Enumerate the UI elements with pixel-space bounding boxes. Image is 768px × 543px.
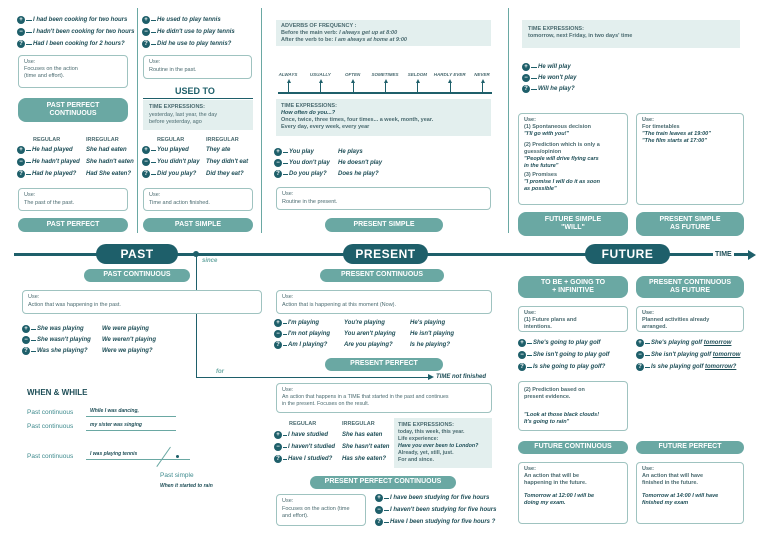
divider-2 [261, 8, 262, 233]
irregular-negative: She hasn't eaten [342, 444, 390, 450]
use-example: Tomorrow at 14:00 I will have finished my exam [642, 493, 719, 506]
negative-sentence: I haven't been studying for five hours [390, 507, 497, 513]
arrow-icon [531, 67, 537, 68]
frequency-scale-arrow [417, 82, 418, 92]
time-expressions-text: yesterday, last year, the day before yesterday, ago [149, 112, 218, 125]
past-perfect-continuous-header: PAST PERFECT CONTINUOUS [18, 98, 128, 122]
regular-negative: He hadn't played [32, 159, 80, 165]
frequency-scale-arrow [385, 82, 386, 92]
timeline-arrowhead [748, 250, 756, 260]
frequency-scale-label: ALWAYS [278, 72, 298, 77]
negative-sentence: She isn't going to play golf [533, 352, 610, 358]
use-text: Focuses on the action (time and effort). [24, 66, 78, 79]
arrow-icon [26, 32, 32, 33]
arrow-icon [645, 355, 650, 356]
plus-icon: + [274, 431, 282, 439]
use-box [518, 306, 628, 332]
future-continuous-header: FUTURE CONTINUOUS [518, 441, 628, 454]
arrow-icon [645, 343, 650, 344]
time-expressions-box [276, 99, 491, 136]
frequency-scale-label: NEVER [474, 72, 490, 77]
frequency-scale-label: HARDLY EVER [433, 72, 466, 77]
use-label: Use: [149, 192, 161, 198]
time-expressions-text: Once, twice, three times, four times... a week, month, year. Every day, every week, every year [281, 117, 434, 130]
irregular-affirmative: They ate [206, 147, 231, 153]
arrow-icon [645, 367, 650, 368]
plus-icon: + [274, 319, 282, 327]
frequency-scale-arrow [450, 82, 451, 92]
use-box [143, 188, 253, 211]
present-label: PRESENT [343, 244, 428, 264]
going-to-header: TO BE + GOING TO + INFINITIVE [518, 276, 628, 298]
affirmative-sentence: He used to play tennis [157, 17, 221, 23]
time-expressions-example: Have you ever been to London? [398, 443, 479, 449]
arrow-icon [283, 447, 287, 448]
plus-icon: + [274, 148, 282, 156]
question-icon: ? [375, 518, 383, 526]
arrow-icon [283, 334, 287, 335]
col2-affirmative: We were playing [102, 326, 149, 332]
irregular-affirmative: She has eaten [342, 432, 383, 438]
frequency-axis [278, 92, 492, 94]
use-label: Use: [524, 117, 536, 123]
use-2-box [518, 381, 628, 431]
use-text: An action that happens in a TIME that started in the past and continues in the present. Focuses on the result. [282, 394, 449, 407]
irregular-negative: She hadn't eaten [86, 159, 134, 165]
minus-icon: − [17, 158, 25, 166]
arrow-icon [151, 44, 156, 45]
use-box [636, 113, 744, 205]
col2-question: Are you playing? [344, 342, 393, 348]
negative-sentence: She isn't playing golf tomorrow [651, 352, 741, 358]
frequency-scale-label: SOMETIMES [371, 72, 399, 77]
col1-negative: I'm not playing [288, 331, 331, 337]
negative-sentence: I hadn't been cooking for two hours [33, 29, 135, 35]
arrow-icon [26, 174, 31, 175]
arrow-icon [531, 78, 537, 79]
question-sentence: Did he use to play tennis? [157, 41, 232, 47]
question-icon: ? [274, 170, 282, 178]
while-line-2 [86, 430, 176, 431]
while-example-2: my sister was singing [90, 422, 142, 428]
frequency-box [276, 20, 491, 46]
use-box [518, 462, 628, 524]
regular-question: Had he played? [32, 171, 77, 177]
use-3-example: "I promise I will do it as soon as possible" [524, 179, 600, 192]
arrow-icon [283, 345, 287, 346]
when-example-2: When it started to rain [160, 483, 213, 489]
past-simple-label: Past simple [160, 472, 194, 479]
past-simple-header: PAST SIMPLE [143, 218, 253, 232]
use-box [276, 383, 492, 413]
present-perfect-continuous-header: PRESENT PERFECT CONTINUOUS [310, 476, 456, 489]
minus-icon: − [375, 506, 383, 514]
minus-icon: − [274, 330, 282, 338]
question-icon: ? [17, 40, 25, 48]
frequency-scale-arrowhead [416, 79, 420, 83]
when-interrupt-dot [176, 455, 179, 458]
question-sentence: Is she playing golf tomorrow? [651, 364, 737, 370]
arrow-icon [26, 162, 31, 163]
use-label: Use: [282, 191, 294, 197]
col2-affirmative: You're playing [344, 320, 385, 326]
regular-label: REGULAR [289, 421, 317, 427]
question-icon: ? [274, 455, 282, 463]
question-icon: ? [274, 341, 282, 349]
frequency-scale-arrow [482, 82, 483, 92]
frequency-scale-label: OFTEN [345, 72, 361, 77]
frequency-scale-arrowhead [384, 79, 388, 83]
frequency-scale-label: USUALLY [309, 72, 331, 77]
question-icon: ? [522, 85, 530, 93]
minus-icon: − [274, 443, 282, 451]
frequency-line-1: Before the main verb: I always get up at 8:00 [281, 30, 398, 36]
col1-affirmative: You play [289, 149, 314, 155]
arrow-icon [527, 367, 532, 368]
col1-affirmative: She was playing [37, 326, 84, 332]
frequency-scale-arrow [320, 82, 321, 92]
col1-negative: She wasn't playing [37, 337, 91, 343]
present-continuous-future-header: PRESENT CONTINUOUS AS FUTURE [636, 276, 744, 298]
frequency-scale-arrow [353, 82, 354, 92]
time-expressions-label: TIME EXPRESSIONS: [281, 103, 337, 109]
arrow-icon [283, 163, 288, 164]
negative-sentence: He didn't use to play tennis [157, 29, 235, 35]
use-example: Tomorrow at 12:00 I will be doing my exam. [524, 493, 595, 506]
col2-question: Does he play? [338, 171, 379, 177]
use-text: Action that was happening in the past. [28, 302, 121, 308]
col3-question: Is he playing? [410, 342, 451, 348]
use-1-example: "I'll go with you!" [524, 131, 570, 137]
minus-icon: − [522, 74, 530, 82]
use-text: An action that will have finished in the future. [642, 473, 704, 486]
affirmative-sentence: He will play [538, 64, 571, 70]
col1-question: Am I playing? [288, 342, 328, 348]
minus-icon: − [142, 28, 150, 36]
use-label: Use: [282, 498, 294, 504]
arrow-icon [283, 152, 288, 153]
use-box [518, 113, 628, 205]
irregular-question: Has she eaten? [342, 456, 387, 462]
use-text: Planned activities already arranged. [642, 317, 710, 330]
use-box [276, 187, 491, 210]
time-expressions-text-1: today, this week, this year. Life experience: [398, 429, 465, 442]
affirmative-sentence: I had been cooking for two hours [33, 17, 128, 23]
use-1: (1) Spontaneous decision [524, 124, 591, 130]
time-not-finished-label: TIME not finished [436, 374, 486, 380]
col1-question: Do you play? [289, 171, 327, 177]
minus-icon: − [22, 336, 30, 344]
time-label: TIME [715, 251, 732, 258]
arrow-icon [283, 435, 287, 436]
time-expressions-box [143, 100, 253, 130]
col2-negative: You aren't playing [344, 331, 396, 337]
arrow-icon [531, 89, 537, 90]
use-label: Use: [642, 310, 654, 316]
negative-sentence: He won't play [538, 75, 577, 81]
frequency-line-2: After the verb to be: I am always at home at 9:00 [281, 37, 407, 43]
question-icon: ? [636, 363, 644, 371]
arrow-icon [527, 355, 532, 356]
use-text: For timetables [642, 124, 680, 130]
arrow-icon [26, 20, 32, 21]
regular-label: REGULAR [33, 137, 61, 143]
use-box [276, 290, 492, 314]
when-while-title: WHEN & WHILE [27, 388, 88, 397]
minus-icon: − [518, 351, 526, 359]
future-label: FUTURE [585, 244, 670, 264]
use-text: An action that will be happening in the future. [524, 473, 587, 486]
when-line-1 [86, 459, 190, 460]
use-2-example: "Look at those black clouds! It's going to rain" [524, 412, 600, 425]
question-sentence: Will he play? [538, 86, 575, 92]
use-text: The past of the past. [24, 200, 75, 206]
plus-icon: + [22, 325, 30, 333]
regular-label: REGULAR [157, 137, 185, 143]
minus-icon: − [17, 28, 25, 36]
question-sentence: Is she going to play golf? [533, 364, 606, 370]
col3-negative: He isn't playing [410, 331, 455, 337]
time-expressions-text: tomorrow, next Friday, in two days' time [528, 33, 633, 39]
col1-question: Was she playing? [37, 348, 88, 354]
affirmative-sentence: She's going to play golf [533, 340, 601, 346]
arrow-icon [31, 340, 36, 341]
regular-question: Did you play? [157, 171, 197, 177]
irregular-label: IRREGULAR [86, 137, 119, 143]
use-box [636, 306, 744, 332]
used-to-underline [143, 98, 253, 99]
past-continuous-label-1: Past continuous [27, 409, 74, 416]
past-continuous-label-3: Past continuous [27, 453, 74, 460]
use-label: Use: [24, 192, 36, 198]
time-expressions-label: TIME EXPRESSIONS: [398, 422, 454, 428]
use-label: Use: [642, 117, 654, 123]
present-simple-header: PRESENT SIMPLE [325, 218, 443, 232]
affirmative-sentence: She's playing golf tomorrow [651, 340, 732, 346]
col2-negative: He doesn't play [338, 160, 383, 166]
minus-icon: − [636, 351, 644, 359]
arrow-icon [26, 150, 31, 151]
time-expressions-box [394, 418, 492, 468]
use-text: Action that is happening at this moment (Now). [282, 302, 397, 308]
frequency-scale-arrowhead [287, 79, 291, 83]
irregular-label: IRREGULAR [206, 137, 239, 143]
time-expressions-label: TIME EXPRESSIONS: [528, 26, 584, 32]
arrow-icon [31, 351, 36, 352]
use-text: Routine in the past. [149, 67, 197, 73]
frequency-scale-arrow [288, 82, 289, 92]
when-example-1: I was playing tennis [90, 451, 138, 457]
use-2-text: (2) Prediction based on present evidence. [524, 387, 585, 400]
for-label: for [216, 369, 224, 375]
use-text: (1) Future plans and intentions. [524, 317, 577, 330]
future-perfect-header: FUTURE PERFECT [636, 441, 744, 454]
use-label: Use: [24, 59, 36, 65]
use-box [276, 494, 366, 526]
use-box [22, 290, 262, 314]
use-box [143, 55, 252, 79]
question-icon: ? [142, 40, 150, 48]
while-example-1: While I was dancing, [90, 408, 139, 414]
present-continuous-header: PRESENT CONTINUOUS [320, 269, 444, 282]
regular-affirmative: You played [157, 147, 189, 153]
use-label: Use: [282, 387, 294, 393]
irregular-question: Had She eaten? [86, 171, 132, 177]
minus-icon: − [142, 158, 150, 166]
present-simple-future-header: PRESENT SIMPLE AS FUTURE [636, 212, 744, 236]
for-line [196, 377, 428, 378]
irregular-negative: They didn't eat [206, 159, 249, 165]
arrow-icon [26, 44, 32, 45]
arrow-icon [151, 162, 156, 163]
when-interrupt-line [156, 447, 171, 467]
use-box [18, 188, 128, 211]
while-line-1 [86, 416, 176, 417]
irregular-label: IRREGULAR [342, 421, 375, 427]
arrow-icon [283, 323, 287, 324]
time-expressions-question: How often do you...? [281, 110, 336, 116]
plus-icon: + [518, 339, 526, 347]
col2-affirmative: He plays [338, 149, 363, 155]
frequency-scale-arrowhead [448, 79, 452, 83]
frequency-scale-arrowhead [481, 79, 485, 83]
frequency-scale-label: SELDOM [407, 72, 427, 77]
time-expressions-box [522, 20, 740, 48]
plus-icon: + [142, 16, 150, 24]
arrow-icon [283, 174, 288, 175]
future-simple-header: FUTURE SIMPLE "WILL" [518, 212, 628, 236]
regular-negative: You didn't play [157, 159, 200, 165]
present-perfect-header: PRESENT PERFECT [325, 358, 443, 371]
arrow-icon [384, 498, 389, 499]
arrow-icon [151, 20, 156, 21]
use-box [18, 55, 128, 88]
use-box [636, 462, 744, 524]
use-2: (2) Prediction which is only a guess/opinion [524, 142, 600, 155]
arrow-icon [283, 459, 287, 460]
use-example: "The train leaves at 19:00" "The film starts at 17:00" [642, 131, 711, 144]
regular-affirmative: He had played [32, 147, 73, 153]
irregular-question: Did they eat? [206, 171, 244, 177]
past-label: PAST [96, 244, 178, 264]
regular-negative: I haven't studied [288, 444, 336, 450]
used-to-header: USED TO [175, 86, 215, 96]
col2-negative: We weren't playing [102, 337, 156, 343]
plus-icon: + [142, 146, 150, 154]
past-perfect-header: PAST PERFECT [18, 218, 128, 232]
for-arrowhead [428, 374, 434, 380]
question-icon: ? [22, 347, 30, 355]
minus-icon: − [274, 159, 282, 167]
arrow-icon [151, 150, 156, 151]
question-sentence: Had I been cooking for 2 hours? [33, 41, 125, 47]
col2-question: Were we playing? [102, 348, 153, 354]
use-label: Use: [149, 59, 161, 65]
use-3: (3) Promises [524, 172, 558, 178]
arrow-icon [384, 510, 389, 511]
question-sentence: Have I been studying for five hours ? [390, 519, 496, 525]
use-2-example: "People will drive flying cars in the future" [524, 156, 599, 169]
use-label: Use: [524, 310, 536, 316]
irregular-affirmative: She had eaten [86, 147, 127, 153]
arrow-icon [527, 343, 532, 344]
affirmative-sentence: I have been studying for five hours [390, 495, 490, 501]
divider-1 [137, 8, 138, 233]
time-expressions-text-2: Already, yet, still, just. For and since. [398, 450, 454, 463]
question-icon: ? [142, 170, 150, 178]
divider-3 [508, 8, 509, 233]
regular-question: Have I studied? [288, 456, 333, 462]
use-text: Time and action finished. [149, 200, 210, 206]
past-continuous-label-2: Past continuous [27, 423, 74, 430]
question-icon: ? [17, 170, 25, 178]
frequency-title: ADVERBS OF FREQUENCY : [281, 23, 357, 29]
past-continuous-header: PAST CONTINUOUS [84, 269, 190, 282]
plus-icon: + [17, 146, 25, 154]
use-text: Focuses on the action (time and effort). [282, 506, 350, 519]
since-line [196, 256, 197, 378]
plus-icon: + [522, 63, 530, 71]
use-label: Use: [524, 466, 536, 472]
arrow-icon [384, 522, 389, 523]
question-icon: ? [518, 363, 526, 371]
frequency-scale-arrowhead [351, 79, 355, 83]
use-label: Use: [642, 466, 654, 472]
regular-affirmative: I have studied [288, 432, 329, 438]
use-label: Use: [282, 294, 294, 300]
col3-affirmative: He's playing [410, 320, 446, 326]
use-text: Routine in the present. [282, 199, 338, 205]
arrow-icon [151, 174, 156, 175]
arrow-icon [151, 32, 156, 33]
since-label: since [202, 258, 218, 264]
frequency-scale-arrowhead [319, 79, 323, 83]
plus-icon: + [375, 494, 383, 502]
col1-negative: You don't play [289, 160, 330, 166]
use-label: Use: [28, 294, 40, 300]
plus-icon: + [636, 339, 644, 347]
time-expressions-label: TIME EXPRESSIONS: [149, 104, 205, 110]
arrow-icon [31, 329, 36, 330]
col1-affirmative: I'm playing [288, 320, 320, 326]
plus-icon: + [17, 16, 25, 24]
